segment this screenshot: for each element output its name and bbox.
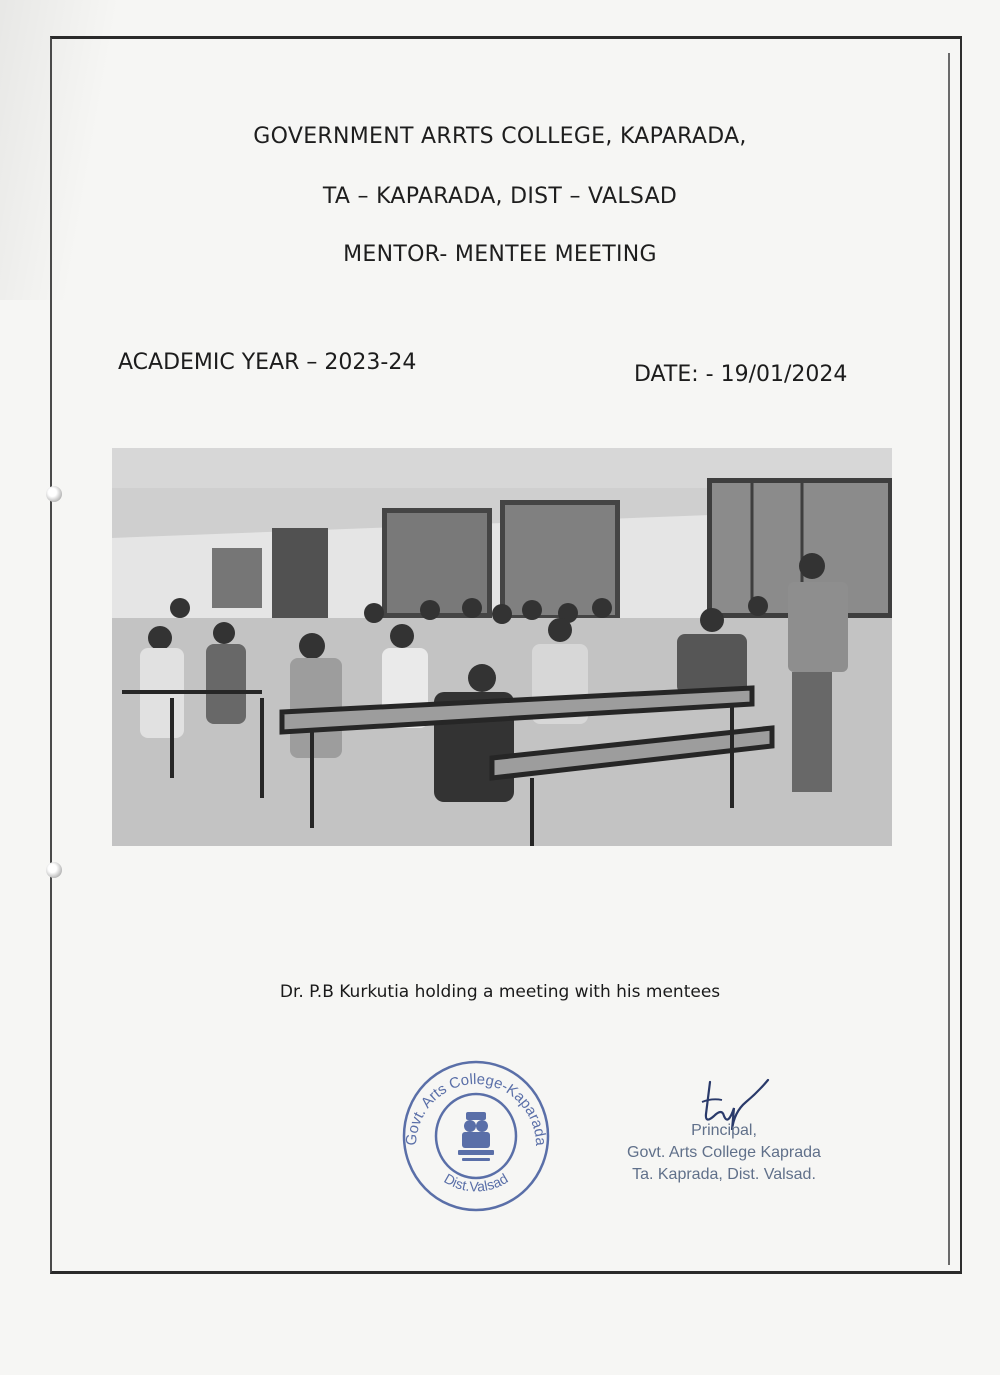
photo-caption: Dr. P.B Kurkutia holding a meeting with his mentees [279,982,721,1002]
college-seal-stamp-icon [398,1056,554,1216]
punch-hole-icon [46,862,62,878]
college-location: TA – KAPARADA, DIST – VALSAD [322,184,678,209]
event-title: MENTOR- MENTEE MEETING [343,242,657,267]
svg-text:Dist.Valsad: Dist.Valsad [441,1170,511,1195]
principal-title: Principal, [691,1122,757,1139]
punch-hole-icon [46,486,62,502]
classroom-photo-icon [112,448,892,846]
college-seal [398,1056,554,1216]
college-name: GOVERNMENT ARRTS COLLEGE, KAPARADA, [253,124,747,149]
academic-year: ACADEMIC YEAR – 2023-24 [118,350,417,375]
svg-text:Govt. Arts College-Kaparada: Govt. Arts College-Kaparada [402,1070,550,1147]
meeting-photo [112,448,892,846]
principal-location: Ta. Kaprada, Dist. Valsad. [632,1166,816,1183]
principal-stamp-block [604,1120,844,1186]
principal-college: Govt. Arts College Kaprada [627,1144,821,1161]
national-emblem-icon [458,1112,494,1161]
meeting-date: DATE: - 19/01/2024 [634,362,848,387]
